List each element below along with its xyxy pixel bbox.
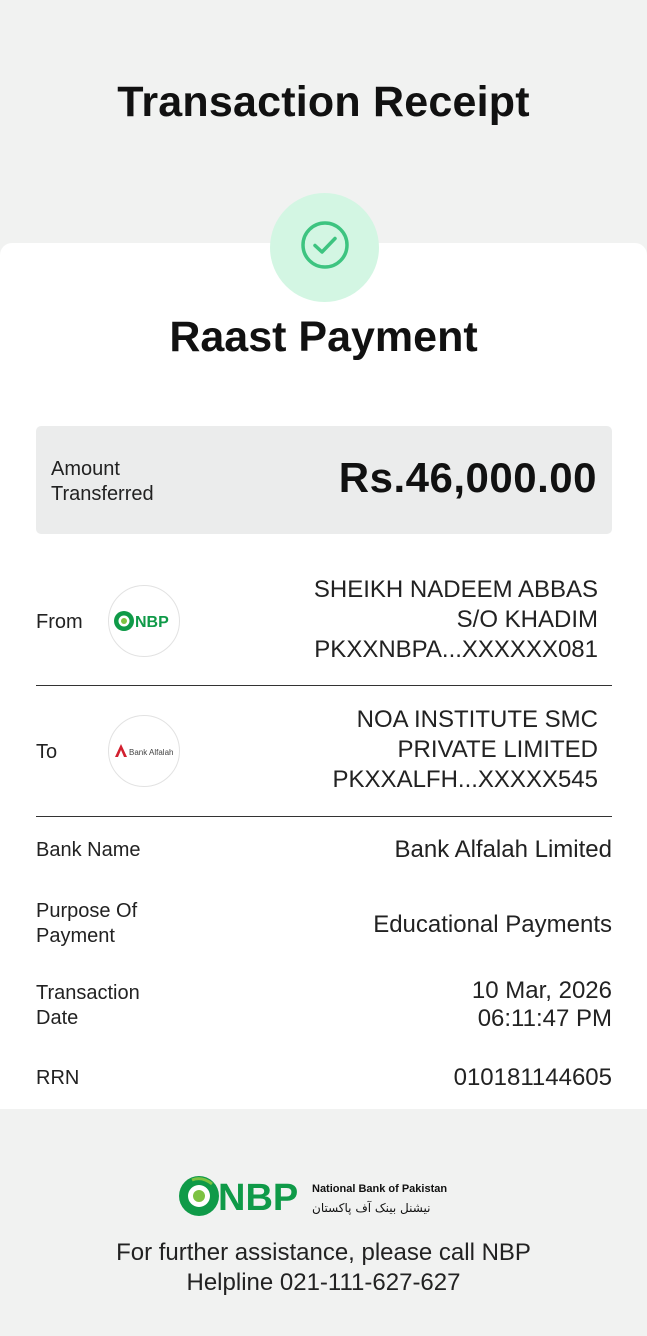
to-label: To — [36, 741, 58, 763]
check-circle-icon — [299, 219, 351, 276]
date-label — [36, 981, 140, 1031]
to-name-line2: PRIVATE LIMITED — [397, 736, 598, 763]
transaction-date: 10 Mar, 2026 — [471, 977, 612, 1004]
from-label: From — [36, 611, 83, 633]
success-badge — [270, 193, 379, 302]
rrn-value: 010181144605 — [453, 1064, 612, 1091]
amount-box — [36, 426, 612, 534]
purpose-value: Educational Payments — [373, 911, 612, 938]
from-account: PKXXNBPA...XXXXXX081 — [314, 636, 598, 663]
to-details — [333, 705, 598, 795]
bank-name-label: Bank Name — [36, 839, 141, 861]
amount-label: Amount Transferred — [51, 458, 154, 505]
page-title: Transaction Receipt — [117, 78, 530, 126]
from-details — [314, 575, 598, 665]
to-row — [36, 705, 612, 817]
footer-nbp-logo — [178, 1172, 472, 1222]
date-label-line2: Date — [36, 1007, 79, 1029]
bank-name-value: Bank Alfalah Limited — [394, 836, 612, 863]
bank-name-row — [36, 836, 612, 876]
footer-bank-name: National Bank of Pakistan — [312, 1183, 448, 1195]
footer-logo-text: NBP — [218, 1177, 299, 1219]
purpose-label — [36, 899, 137, 949]
to-name-line1: NOA INSTITUTE SMC — [356, 706, 598, 733]
date-label-line1: Transaction — [36, 982, 140, 1004]
from-name-line2: S/O KHADIM — [456, 606, 598, 633]
purpose-label-line2: Payment — [36, 925, 115, 947]
rrn-row — [36, 1063, 612, 1097]
purpose-row — [36, 898, 612, 954]
helpline-line1: For further assistance, please call NBP — [116, 1239, 531, 1266]
transaction-time: 06:11:47 PM — [477, 1005, 612, 1032]
alfalah-logo-text: Bank Alfalah — [129, 748, 174, 757]
footer-bank-urdu-name: نیشنل بینک آف پاکستان — [312, 1201, 431, 1215]
rrn-label: RRN — [36, 1067, 80, 1089]
helpline-text — [0, 1238, 647, 1298]
date-value — [472, 977, 612, 1033]
payment-type-title: Raast Payment — [169, 313, 478, 361]
alfalah-logo — [108, 715, 180, 787]
from-name-line1: SHEIKH NADEEM ABBAS — [313, 576, 598, 603]
amount-value: Rs.46,000.00 — [338, 454, 597, 501]
date-row — [36, 977, 612, 1037]
from-row — [36, 575, 612, 686]
nbp-logo — [108, 585, 180, 657]
to-account: PKXXALFH...XXXXX545 — [332, 766, 598, 793]
purpose-label-line1: Purpose Of — [36, 900, 138, 922]
helpline-line2: Helpline 021-111-627-627 — [186, 1269, 461, 1296]
nbp-logo-text: NBP — [135, 614, 169, 631]
